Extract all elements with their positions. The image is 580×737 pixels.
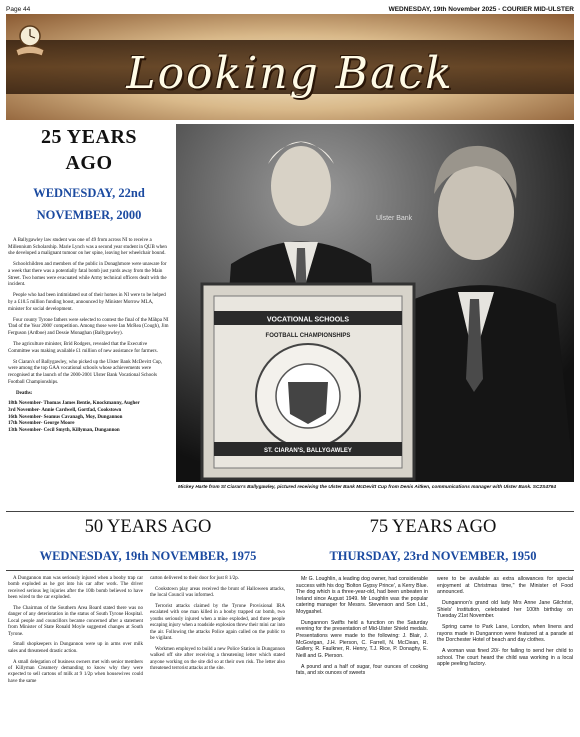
section-50-paragraph: Workmen employed to build a new Police Station in Dungannon walked off site after receiving a threatening letter which stated anyone working on the site did so at their own risk. The letter also threatened terrorist attacks at the site. bbox=[150, 646, 285, 672]
section-25-heading-line2: AGO bbox=[65, 152, 113, 174]
section-75-column-2 bbox=[437, 576, 573, 672]
section-75-heading: 75 YEARS AGO bbox=[369, 517, 497, 537]
section-50-paragraph: Small shopkeepers in Dungannon were up in arms over milk sales and threatened drastic action. bbox=[8, 642, 143, 654]
divider bbox=[6, 570, 574, 571]
section-25-paragraph: Schoolchildren and members of the public in Donaghmore were unaware for a week that there was a potentially fatal bomb just yards away from the Main Street. Two homes were evacuated while Army technical officers dealt with the incident. bbox=[8, 262, 167, 288]
death-notice: 17th November- George Moore bbox=[8, 421, 75, 427]
death-notice: 16th November- Seamus Cavanagh, Moy, Dungannon bbox=[8, 414, 123, 420]
section-50-paragraph: The Chairman of the Southern Area Board stated there was no danger of any deterioration in the status of South Tyrone Hospital. Local people and councillors became concerned after a statement from Minister of State Ronald Moyle suggested changes at South Tyrone. bbox=[8, 606, 143, 637]
death-notice: 3rd November- Annie Cardwell, Gortfad, Cookstown bbox=[8, 408, 122, 414]
section-25-years bbox=[6, 124, 172, 226]
section-50-column-2 bbox=[150, 576, 285, 677]
section-50-heading: 50 YEARS AGO bbox=[84, 517, 212, 537]
section-25-date-line1: WEDNESDAY, 22nd bbox=[33, 186, 145, 200]
section-75-paragraph: A woman was fined 20/- for failing to send her child to school. The court heard the child was working in a local apple peeling factory. bbox=[437, 647, 573, 668]
section-75-date: THURSDAY, 23rd NOVEMBER, 1950 bbox=[329, 549, 537, 563]
section-25-date-line2: NOVEMBER, 2000 bbox=[36, 208, 142, 222]
section-25-paragraph: Four county Tyrone fathers were selected to contest the final of the Mähpa NI 'Dad of the Year 2000' competition. Among those were Ian McRea (Cough), Jim Ferguson (Ardboe) and Dessie Monaghan (Ballygawley). bbox=[8, 317, 169, 336]
section-25-body bbox=[8, 238, 170, 434]
looking-back-banner bbox=[6, 14, 574, 120]
award-photo-illustration bbox=[176, 124, 574, 482]
deaths-label: Deaths: bbox=[16, 390, 33, 396]
divider bbox=[6, 511, 574, 512]
section-50-years-header bbox=[6, 514, 290, 566]
section-50-paragraph: Terrorist attacks claimed by the Tyrone Provisional IRA escalated with one man killed in a booby trapped car bomb, two youths seriously injured when a mine exploded, and three people escaping injury when a roadside explosion threw their mini car into the air. Following the attacks Police again called on the public to be vigilant. bbox=[150, 604, 285, 642]
ulster-bank-logo: Ulster Bank bbox=[376, 215, 413, 222]
edition-line: WEDNESDAY, 19th November 2025 - COURIER MID-ULSTER bbox=[388, 6, 574, 13]
section-25-paragraph: The agriculture minister, Bríd Rodgers, revealed that the Executive Committee was making available £1 million of new assistance for farmers. bbox=[8, 342, 158, 354]
section-25-paragraph: St Ciaran's of Ballygawley, who picked up the Ulster Bank McDevitt Cup, were among the top GAA vocational schools whose achievements were recognised at the launch of the 2000-2001 Ulster Bank Vocational Schools Football Championships. bbox=[8, 359, 163, 385]
plaque-line-1: VOCATIONAL SCHOOLS bbox=[266, 316, 350, 324]
section-75-paragraph: A pound and a half of sugar, four ounces of cooking fats, and six ounces of sweets bbox=[296, 663, 428, 677]
section-50-date: WEDNESDAY, 19th NOVEMBER, 1975 bbox=[39, 549, 257, 563]
section-50-paragraph: Cookstown play areas received the brunt of Halloween attacks, the local Council was informed. bbox=[150, 586, 285, 599]
section-75-paragraph: were to be available as extra allowances for special enjoyment at Christmas time," the Minister of Food announced. bbox=[437, 576, 573, 596]
section-25-paragraph: People who had been intimidated out of their homes in NI were to be helped by a £10.5 million funding boost, announced by Minister Morrow MLA, minister for social development. bbox=[8, 293, 166, 312]
section-75-paragraph: Mr G. Loughlin, a leading dog owner, had considerable success with his dog 'Bolton Gypsy Prince', a Kerry Blue. The dog which is a three-year-old, had been unbeaten in Ireland since August 1949. Mr Loughlin was the popular catering manager for Messrs. Stevenson and Son Ltd., Moygashel. bbox=[296, 576, 428, 615]
plaque-line-2: FOOTBALL CHAMPIONSHIPS bbox=[265, 333, 351, 339]
section-50-paragraph: A small delegation of business owners met with senior members of Killyman Creamery demanding to know why they were expected to sell cartons of milk at 9 1/2p when housewives could have the same bbox=[8, 659, 143, 684]
section-75-years-header bbox=[292, 514, 574, 566]
section-75-paragraph: Dungannon Swifts held a function on the Saturday evening for the presentation of Mid-Ulster Shield medals. Presentations were made to the following: J. Blair, J. McGovigan, J.H. Pierson, C. Farrell, N. McClean, R. Gallery, R. Faulkner, R. Henry, T.J. Rice, P. Donaghy, E. Neill and G. Pierson. bbox=[296, 619, 428, 659]
section-50-paragraph: A Dungannon man was seriously injured when a booby trap car bomb exploded as he got into his car after work. The driver received serious leg injuries after the 10lb bomb believed to have been wired to the car exploded. bbox=[8, 576, 143, 601]
death-notice: 13th November- Cecil Smyth, Killyman, Dungannon bbox=[8, 427, 120, 433]
photo-caption: Mickey Harte from St Ciaran's Ballygawley, pictured receiving the Ulster Bank McDevitt Cup from Denis Aitken, communications manager with Ulster Bank. SC2S4764 bbox=[178, 485, 556, 490]
section-25-paragraph: A Ballygawley law student was one of 49 from across NI to receive a Millennium Scholarship. Marie Lynch was a second year student in QUB when she developed a malignant tumour on her spine, leaving her wheelchair bound. bbox=[8, 238, 167, 257]
section-75-paragraph: Dungannon's grand old lady Mrs Anne Jane Gilchrist, Shiels' Institution, celebrated her 100th birthday on Tuesday 21st November. bbox=[437, 599, 573, 620]
banner-title: Looking Back bbox=[126, 48, 454, 99]
deaths-list bbox=[8, 391, 170, 435]
page-number: Page 44 bbox=[6, 6, 31, 13]
death-notice: 18th November- Thomas James Bentie, Knockmanny, Augher bbox=[8, 401, 140, 407]
section-75-paragraph: Spring came to Park Lane, London, when linens and rayons made in Dungannon were featured at a parade at the Dorchester Hotel of beach and day clothes. bbox=[437, 623, 573, 644]
plaque-line-3: ST. CIARAN'S, BALLYGAWLEY bbox=[264, 448, 352, 454]
award-photo bbox=[176, 124, 574, 482]
section-25-heading-line1: 25 YEARS bbox=[40, 126, 138, 148]
section-50-column-1 bbox=[8, 576, 143, 690]
section-50-paragraph: carton delivered to their door for just 8 1/2p. bbox=[150, 576, 240, 581]
section-75-column-1 bbox=[296, 576, 428, 681]
